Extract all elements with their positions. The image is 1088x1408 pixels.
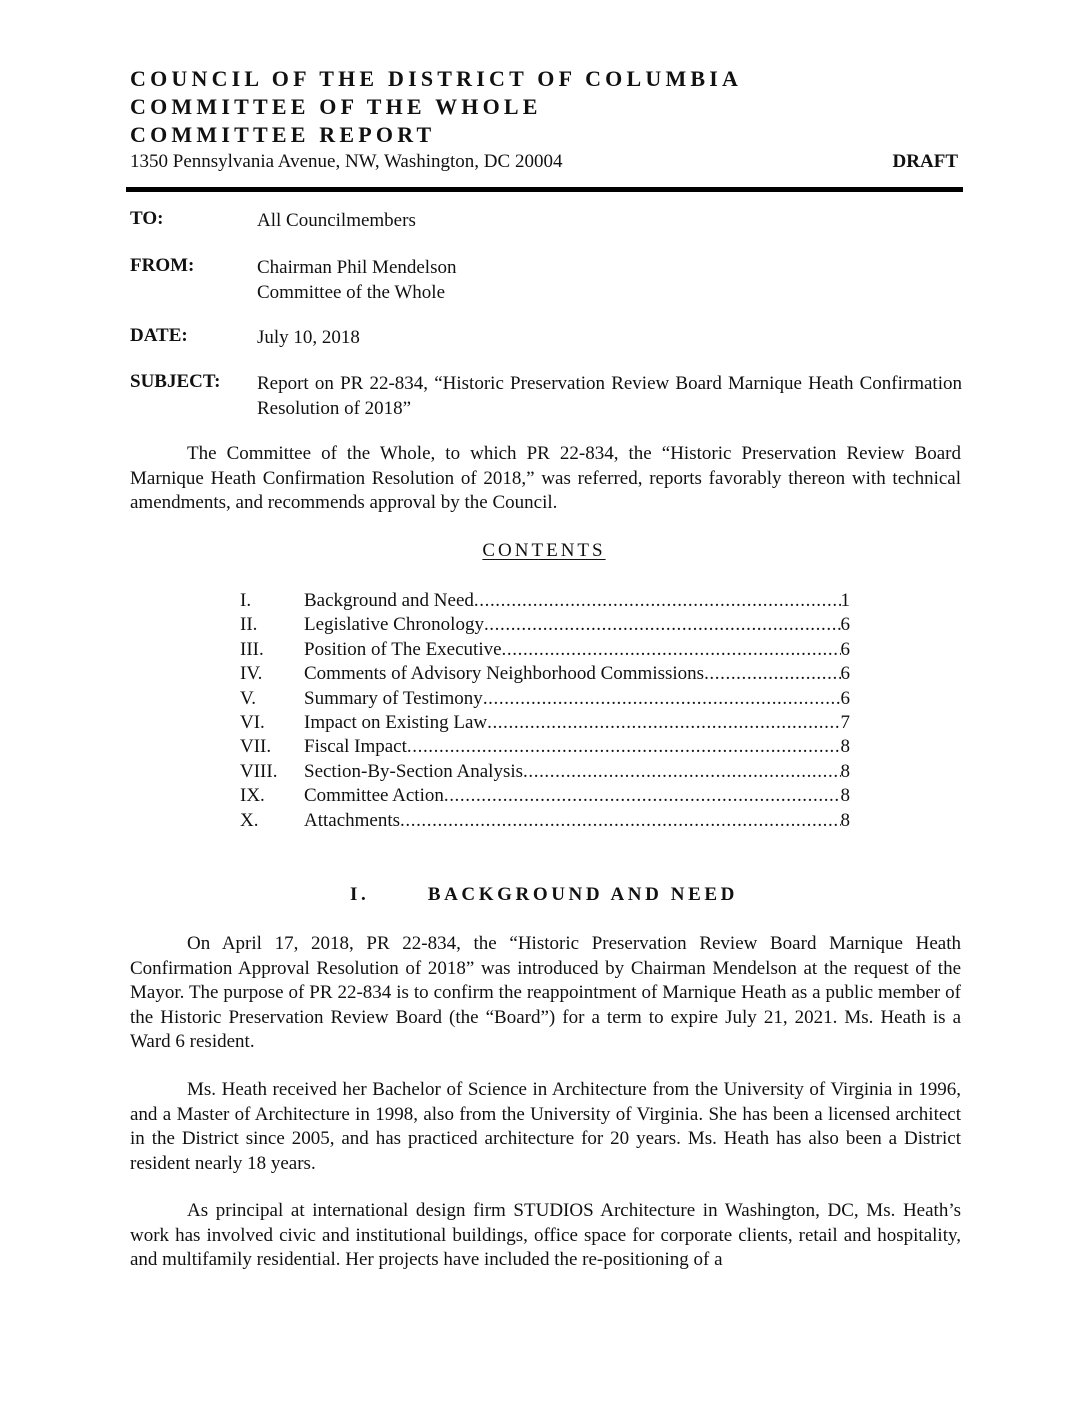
toc-title: Committee Action	[304, 785, 444, 807]
subject-label: SUBJECT:	[130, 371, 221, 392]
toc-page: 8	[840, 760, 850, 782]
toc-number: X.	[240, 809, 259, 831]
toc-title: Background and Need	[304, 590, 474, 611]
body-paragraph: Ms. Heath received her Bachelor of Science in Architecture from the University of Virginia in 1996, and a Master of Architecture in 1998, also from the University of Virginia. She has been a licensed architect in the District since 2005, and has practiced architecture for 20 years. Ms. Heath has also been a District resident nearly 18 years.	[130, 1079, 961, 1174]
toc-title: Position of The Executive	[304, 638, 502, 660]
toc-row	[240, 735, 850, 759]
toc-page: 6	[840, 638, 850, 660]
toc-title: Section-By-Section Analysis	[304, 760, 524, 782]
from-committee: Committee of the Whole	[257, 282, 446, 303]
toc-leader	[502, 638, 841, 662]
from-label: FROM:	[130, 255, 195, 276]
toc-leader	[474, 589, 841, 613]
toc-number: I.	[240, 590, 252, 611]
toc-page: 6	[840, 687, 850, 709]
toc-page: 6	[840, 663, 850, 685]
contents-title-text: CONTENTS	[482, 540, 606, 561]
date-label: DATE:	[130, 325, 188, 346]
toc-page: 6	[840, 614, 850, 636]
header-rule	[126, 187, 963, 192]
header-report-title: COMMITTEE REPORT	[130, 122, 436, 147]
header-council-name: COUNCIL OF THE DISTRICT OF COLUMBIA	[130, 66, 743, 91]
toc-number: II.	[240, 614, 258, 636]
toc-row	[240, 613, 850, 637]
draft-status: DRAFT	[892, 151, 958, 172]
toc-leader	[444, 784, 841, 808]
toc-title: Fiscal Impact	[304, 736, 407, 758]
toc-title: Summary of Testimony	[304, 687, 483, 709]
toc-row	[240, 711, 850, 735]
header-address: 1350 Pennsylvania Avenue, NW, Washington, DC 20004	[130, 151, 563, 172]
body-paragraph: As principal at international design firm STUDIOS Architecture in Washington, DC, Ms. Heath’s work has involved civic and institutional buildings, office space for corporate clients, retail and hospitality, and multifamily residential. Her projects have included the re-positioning of a	[130, 1200, 961, 1270]
from-name: Chairman Phil Mendelson	[257, 257, 457, 278]
toc-number: VI.	[240, 711, 265, 733]
section-heading-background: I. BACKGROUND AND NEED	[350, 884, 738, 905]
toc-row	[240, 662, 850, 686]
from-value	[257, 255, 962, 305]
toc-row	[240, 638, 850, 662]
contents-title	[0, 540, 1088, 562]
subject-value: Report on PR 22-834, “Historic Preservation Review Board Marnique Heath Confirmation Resolution of 2018”	[257, 373, 962, 419]
toc-leader	[400, 809, 840, 833]
toc-leader	[704, 662, 840, 686]
toc-number: V.	[240, 687, 257, 709]
to-label: TO:	[130, 208, 164, 229]
toc-number: IX.	[240, 785, 265, 807]
header-committee-name: COMMITTEE OF THE WHOLE	[130, 94, 542, 119]
toc-page: 8	[840, 809, 850, 831]
toc-row	[240, 687, 850, 711]
toc-row	[240, 760, 850, 784]
toc-page: 1	[840, 590, 850, 611]
toc-number: IV.	[240, 663, 263, 685]
toc-page: 7	[840, 711, 850, 733]
intro-paragraph: The Committee of the Whole, to which PR 22-834, the “Historic Preservation Review Board Marnique Heath Confirmation Resolution of 2018,” was referred, reports favorably thereon with technical amendments, and recommends approval by the Council.	[130, 443, 961, 513]
toc-page: 8	[840, 785, 850, 807]
toc-title: Attachments	[304, 809, 401, 831]
toc-leader	[483, 687, 841, 711]
toc-row	[240, 784, 850, 808]
toc-number: III.	[240, 638, 264, 660]
toc-row	[240, 809, 850, 833]
toc-leader	[484, 613, 841, 637]
to-value: All Councilmembers	[257, 210, 416, 231]
toc-title: Impact on Existing Law	[304, 711, 488, 733]
toc-leader	[407, 735, 841, 759]
toc-number: VIII.	[240, 760, 278, 782]
toc-number: VII.	[240, 736, 272, 758]
toc-title: Comments of Advisory Neighborhood Commissions	[304, 663, 705, 685]
date-value: July 10, 2018	[257, 327, 360, 348]
table-of-contents	[240, 589, 850, 833]
body-paragraph: On April 17, 2018, PR 22-834, the “Historic Preservation Review Board Marnique Heath Confirmation Approval Resolution of 2018” was introduced by Chairman Mendelson at the request of the Mayor. The purpose of PR 22-834 is to confirm the reappointment of Marnique Heath as a public member of the Historic Preservation Review Board (the “Board”) for a term to expire July 21, 2021. Ms. Heath is a Ward 6 resident.	[130, 933, 961, 1052]
toc-leader	[487, 711, 840, 735]
toc-row	[240, 589, 850, 613]
toc-page: 8	[840, 736, 850, 758]
toc-title: Legislative Chronology	[304, 614, 484, 636]
toc-leader	[523, 760, 840, 784]
